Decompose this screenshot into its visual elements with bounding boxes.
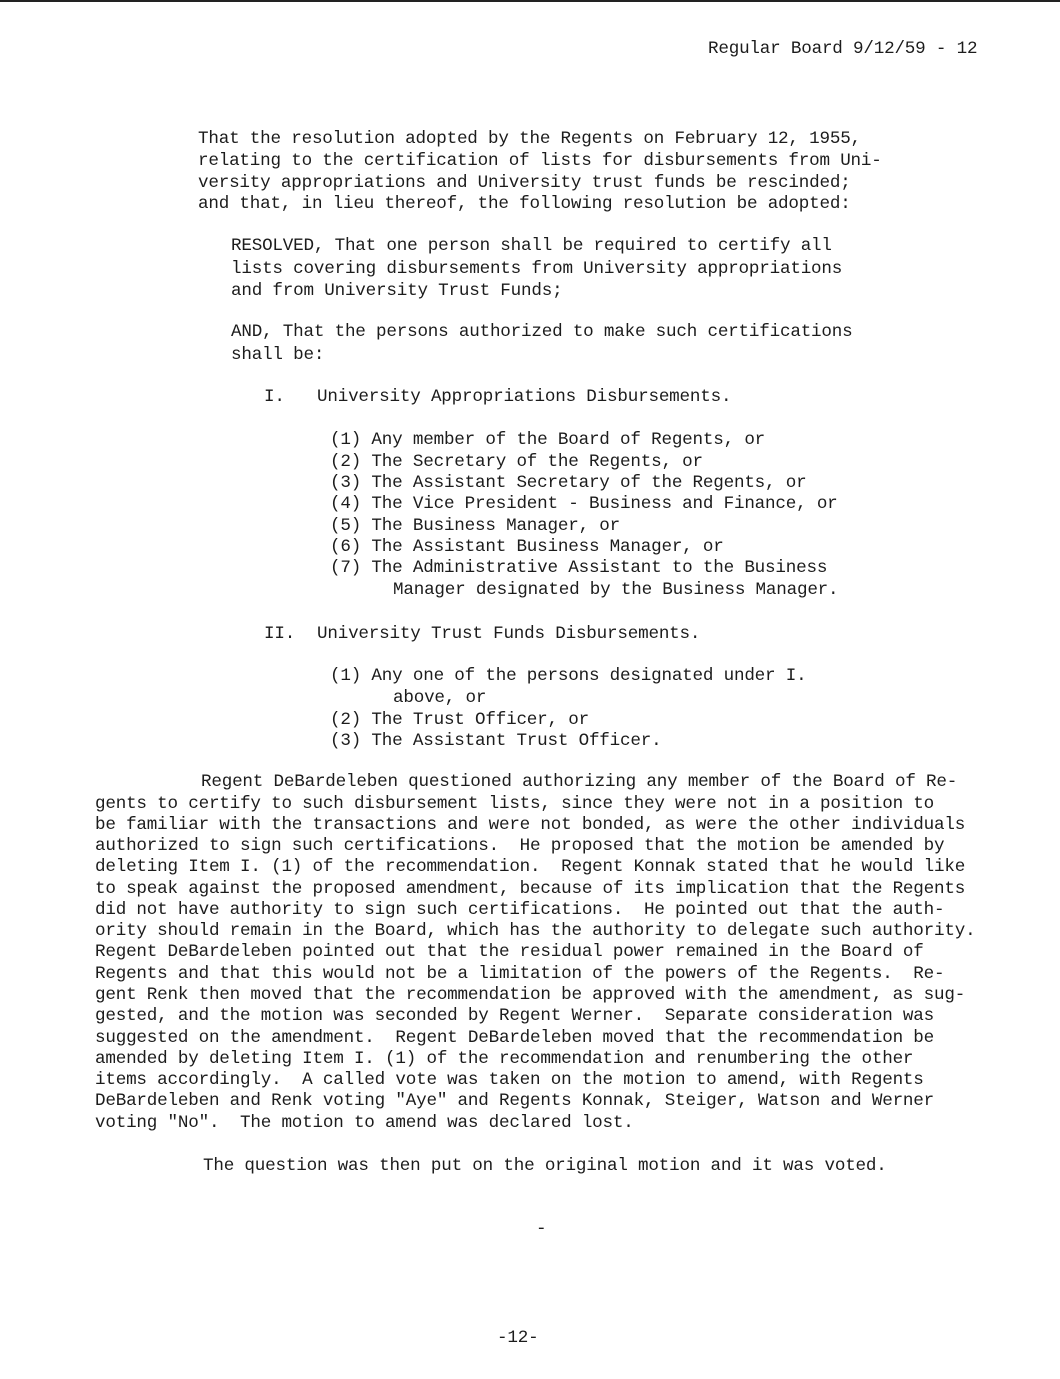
discussion-line: gents to certify to such disbursement lists, since they were not in a position to xyxy=(95,794,934,814)
resolved-line: lists covering disbursements from University appropriations xyxy=(231,259,843,279)
discussion-line: deleting Item I. (1) of the recommendation. Regent Konnak stated that he would like xyxy=(95,857,966,877)
section-1-item: (2) The Secretary of the Regents, or xyxy=(330,452,703,472)
page-header: Regular Board 9/12/59 - 12 xyxy=(708,39,978,59)
section-1-item: (7) The Administrative Assistant to the Business xyxy=(330,558,828,578)
discussion-line: suggested on the amendment. Regent DeBardeleben moved that the recommendation be xyxy=(95,1028,934,1048)
section-2-numeral: II. xyxy=(264,624,296,644)
and-that-line: shall be: xyxy=(231,345,325,365)
section-2-item: (2) The Trust Officer, or xyxy=(330,710,589,730)
separator-dash: - xyxy=(536,1219,547,1239)
page-number: -12- xyxy=(497,1328,539,1348)
discussion-line: gested, and the motion was seconded by Regent Werner. Separate consideration was xyxy=(95,1006,934,1026)
discussion-line: gent Renk then moved that the recommendation be approved with the amendment, as sug- xyxy=(95,985,966,1005)
section-2-title: University Trust Funds Disbursements. xyxy=(317,624,701,644)
discussion-line: Regent DeBardeleben pointed out that the residual power remained in the Board of xyxy=(95,942,924,962)
intro-line: That the resolution adopted by the Regents on February 12, 1955, xyxy=(198,129,861,149)
section-1-item: (3) The Assistant Secretary of the Regents, or xyxy=(330,473,807,493)
discussion-line: ority should remain in the Board, which has the authority to delegate such authority. xyxy=(95,921,976,941)
section-1-numeral: I. xyxy=(264,387,285,407)
resolved-line: RESOLVED, That one person shall be required to certify all xyxy=(231,236,832,256)
discussion-line: be familiar with the transactions and were not bonded, as were the other individuals xyxy=(95,815,966,835)
discussion-line: DeBardeleben and Renk voting "Aye" and Regents Konnak, Steiger, Watson and Werner xyxy=(95,1091,934,1111)
section-2-item: (1) Any one of the persons designated under I. xyxy=(330,666,807,686)
section-1-item: (1) Any member of the Board of Regents, or xyxy=(330,430,766,450)
discussion-line: authorized to sign such certifications. He proposed that the motion be amended by xyxy=(95,836,945,856)
section-1-item: (5) The Business Manager, or xyxy=(330,516,621,536)
section-1-item: (6) The Assistant Business Manager, or xyxy=(330,537,724,557)
resolved-line: and from University Trust Funds; xyxy=(231,281,563,301)
top-border xyxy=(0,0,1060,2)
section-1-item: (4) The Vice President - Business and Finance, or xyxy=(330,494,838,514)
intro-line: and that, in lieu thereof, the following resolution be adopted: xyxy=(198,194,851,214)
section-1-item-continuation: Manager designated by the Business Manager. xyxy=(393,580,839,600)
discussion-line: Regents and that this would not be a limitation of the powers of the Regents. Re- xyxy=(95,964,945,984)
discussion-line: items accordingly. A called vote was taken on the motion to amend, with Regents xyxy=(95,1070,924,1090)
section-2-item-continuation: above, or xyxy=(393,688,487,708)
intro-line: relating to the certification of lists for disbursements from Uni- xyxy=(198,151,882,171)
closing-line: The question was then put on the original motion and it was voted. xyxy=(203,1156,887,1176)
section-1-title: University Appropriations Disbursements. xyxy=(317,387,732,407)
discussion-line: amended by deleting Item I. (1) of the recommendation and renumbering the other xyxy=(95,1049,914,1069)
and-that-line: AND, That the persons authorized to make such certifications xyxy=(231,322,853,342)
discussion-line: to speak against the proposed amendment, because of its implication that the Regents xyxy=(95,879,966,899)
section-2-item: (3) The Assistant Trust Officer. xyxy=(330,731,662,751)
discussion-line: did not have authority to sign such certifications. He pointed out that the auth- xyxy=(95,900,945,920)
discussion-line: voting "No". The motion to amend was declared lost. xyxy=(95,1113,634,1133)
intro-line: versity appropriations and University trust funds be rescinded; xyxy=(198,173,851,193)
discussion-line: Regent DeBardeleben questioned authorizing any member of the Board of Re- xyxy=(201,772,958,792)
